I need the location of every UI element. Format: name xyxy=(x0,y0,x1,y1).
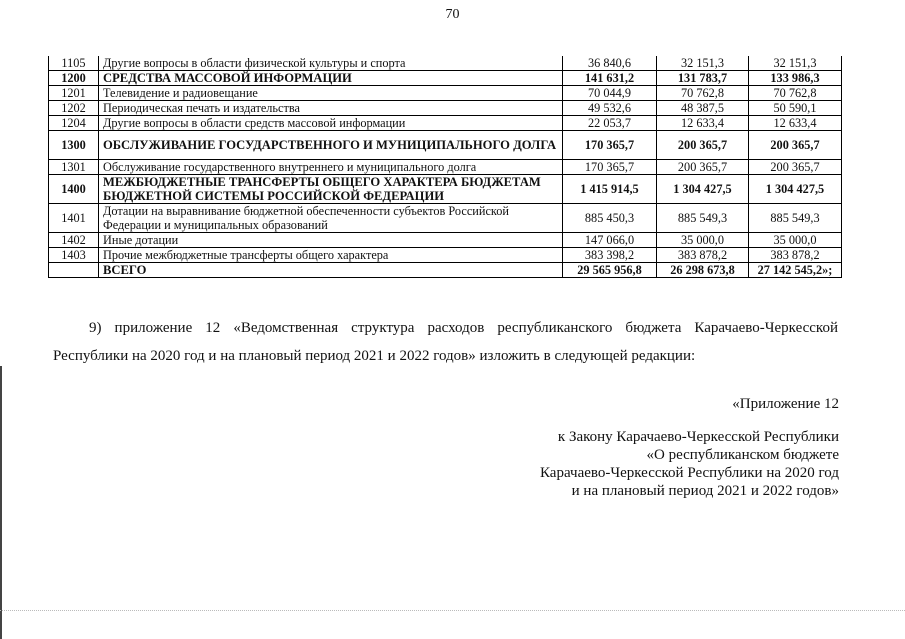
cell-2020: 170 365,7 xyxy=(563,160,657,175)
cell-name: Другие вопросы в области физической культуры и спорта xyxy=(99,56,563,71)
cell-2020: 70 044,9 xyxy=(563,86,657,101)
cell-code: 1403 xyxy=(49,248,99,263)
cell-2021: 48 387,5 xyxy=(657,101,749,116)
cell-2022: 133 986,3 xyxy=(749,71,842,86)
table-row xyxy=(49,248,842,263)
cell-2021: 200 365,7 xyxy=(657,160,749,175)
cell-name: Дотации на выравнивание бюджетной обеспеченности субъектов Российской Федерации и муниципальных образований xyxy=(99,204,563,233)
cell-name: МЕЖБЮДЖЕТНЫЕ ТРАНСФЕРТЫ ОБЩЕГО ХАРАКТЕРА БЮДЖЕТАМ БЮДЖЕТНОЙ СИСТЕМЫ РОССИЙСКОЙ ФЕДЕРАЦИИ xyxy=(99,175,563,204)
cell-code: 1105 xyxy=(49,56,99,71)
cell-2022: 200 365,7 xyxy=(749,160,842,175)
table-row xyxy=(49,131,842,160)
table-row xyxy=(49,160,842,175)
cell-name: СРЕДСТВА МАССОВОЙ ИНФОРМАЦИИ xyxy=(99,71,563,86)
annex-line: и на плановый период 2021 и 2022 годов» xyxy=(571,483,839,499)
annex-line: Карачаево-Черкесской Республики на 2020 год xyxy=(540,465,839,481)
cell-2021: 32 151,3 xyxy=(657,56,749,71)
cell-2020: 170 365,7 xyxy=(563,131,657,160)
cell-2022: 200 365,7 xyxy=(749,131,842,160)
cell-2021: 885 549,3 xyxy=(657,204,749,233)
cell-name: Прочие межбюджетные трансферты общего характера xyxy=(99,248,563,263)
cell-2020: 29 565 956,8 xyxy=(563,263,657,278)
table-row xyxy=(49,86,842,101)
cell-2021: 200 365,7 xyxy=(657,131,749,160)
table-row xyxy=(49,175,842,204)
table-row xyxy=(49,116,842,131)
scan-edge-line xyxy=(0,610,905,611)
scan-margin-line xyxy=(0,366,2,639)
table-row xyxy=(49,71,842,86)
annex-title: «Приложение 12 xyxy=(732,396,839,412)
annex-heading xyxy=(540,428,839,500)
annex-line: «О республиканском бюджете xyxy=(646,447,839,463)
cell-2022: 383 878,2 xyxy=(749,248,842,263)
cell-code xyxy=(49,263,99,278)
budget-table-body xyxy=(49,56,842,278)
cell-2022: 32 151,3 xyxy=(749,56,842,71)
cell-name: Периодическая печать и издательства xyxy=(99,101,563,116)
cell-2020: 49 532,6 xyxy=(563,101,657,116)
table-row xyxy=(49,101,842,116)
table-row xyxy=(49,263,842,278)
cell-name: Обслуживание государственного внутреннего и муниципального долга xyxy=(99,160,563,175)
budget-table xyxy=(48,56,842,278)
cell-2022: 1 304 427,5 xyxy=(749,175,842,204)
cell-code: 1200 xyxy=(49,71,99,86)
cell-name: ОБСЛУЖИВАНИЕ ГОСУДАРСТВЕННОГО И МУНИЦИПАЛЬНОГО ДОЛГА xyxy=(99,131,563,160)
cell-name: Телевидение и радиовещание xyxy=(99,86,563,101)
cell-name: Иные дотации xyxy=(99,233,563,248)
cell-name: ВСЕГО xyxy=(99,263,563,278)
cell-2020: 36 840,6 xyxy=(563,56,657,71)
cell-2020: 1 415 914,5 xyxy=(563,175,657,204)
cell-2022: 885 549,3 xyxy=(749,204,842,233)
cell-2020: 141 631,2 xyxy=(563,71,657,86)
cell-2021: 35 000,0 xyxy=(657,233,749,248)
cell-2020: 885 450,3 xyxy=(563,204,657,233)
cell-2021: 26 298 673,8 xyxy=(657,263,749,278)
cell-code: 1201 xyxy=(49,86,99,101)
cell-2021: 383 878,2 xyxy=(657,248,749,263)
page-number: 70 xyxy=(445,7,460,22)
table-row xyxy=(49,204,842,233)
cell-code: 1301 xyxy=(49,160,99,175)
cell-code: 1300 xyxy=(49,131,99,160)
cell-2020: 383 398,2 xyxy=(563,248,657,263)
cell-code: 1202 xyxy=(49,101,99,116)
cell-name: Другие вопросы в области средств массовой информации xyxy=(99,116,563,131)
cell-2022: 27 142 545,2»; xyxy=(749,263,842,278)
table-row xyxy=(49,56,842,71)
cell-code: 1402 xyxy=(49,233,99,248)
cell-2021: 1 304 427,5 xyxy=(657,175,749,204)
cell-2022: 35 000,0 xyxy=(749,233,842,248)
cell-code: 1400 xyxy=(49,175,99,204)
cell-2020: 22 053,7 xyxy=(563,116,657,131)
cell-code: 1401 xyxy=(49,204,99,233)
cell-code: 1204 xyxy=(49,116,99,131)
cell-2020: 147 066,0 xyxy=(563,233,657,248)
cell-2022: 50 590,1 xyxy=(749,101,842,116)
cell-2021: 12 633,4 xyxy=(657,116,749,131)
cell-2022: 70 762,8 xyxy=(749,86,842,101)
amendment-paragraph xyxy=(53,314,838,370)
table-row xyxy=(49,233,842,248)
annex-line: к Закону Карачаево-Черкесской Республики xyxy=(557,429,839,445)
cell-2021: 131 783,7 xyxy=(657,71,749,86)
cell-2021: 70 762,8 xyxy=(657,86,749,101)
cell-2022: 12 633,4 xyxy=(749,116,842,131)
amendment-text: 9) приложение 12 «Ведомственная структура расходов республиканского бюджета Карачаево-Черкесской Республики на 2020 год и на плановый период 2021 и 2022 годов» изложить в следующей редакции: xyxy=(53,320,838,364)
